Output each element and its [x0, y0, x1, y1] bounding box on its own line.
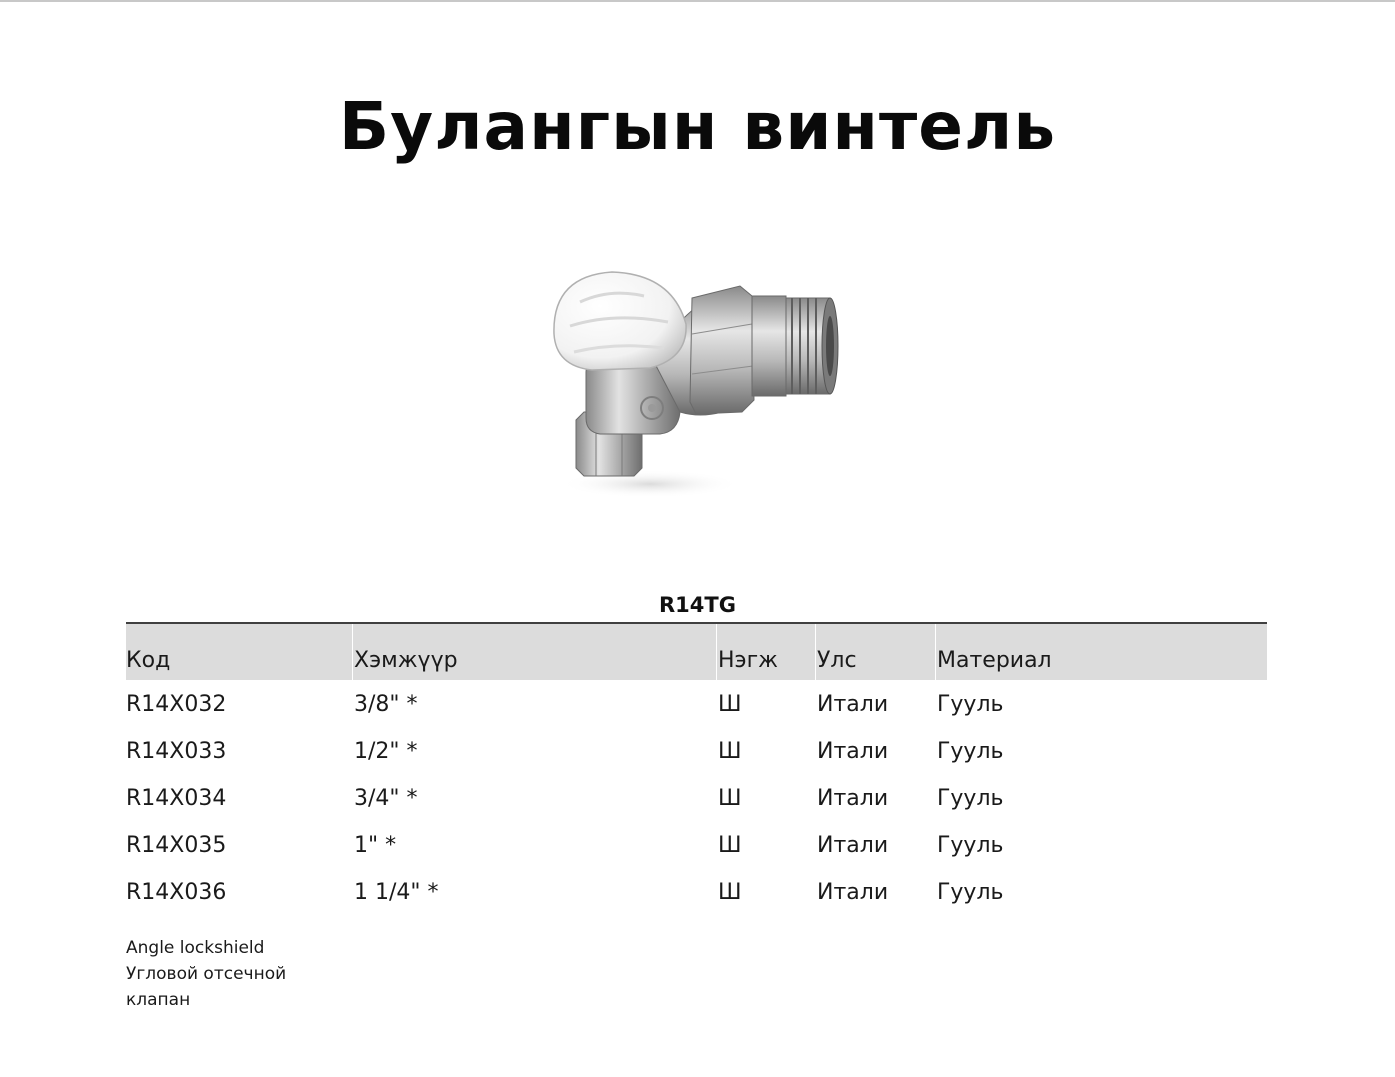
- cell-unit: Ш: [718, 833, 742, 858]
- table-row: [126, 821, 1267, 868]
- cell-size: 3/8" *: [354, 692, 418, 717]
- cell-country: Итали: [817, 739, 889, 764]
- column-divider: [935, 624, 936, 680]
- product-code: R14TG: [659, 593, 736, 617]
- column-divider: [815, 624, 816, 680]
- cell-size: 3/4" *: [354, 786, 418, 811]
- cell-code: R14X034: [126, 786, 227, 811]
- cell-size: 1 1/4" *: [354, 880, 439, 905]
- cell-unit: Ш: [718, 692, 742, 717]
- cell-material: Гууль: [937, 833, 1004, 858]
- cell-material: Гууль: [937, 880, 1004, 905]
- angle-lockshield-valve-icon: [540, 262, 860, 502]
- cell-material: Гууль: [937, 739, 1004, 764]
- header-code: Код: [126, 648, 171, 673]
- column-divider: [352, 624, 353, 680]
- description-line-ru-cont: клапан: [126, 990, 191, 1010]
- cell-country: Итали: [817, 880, 889, 905]
- table-row: [126, 727, 1267, 774]
- header-unit: Нэгж: [718, 648, 778, 673]
- cell-country: Итали: [817, 833, 889, 858]
- top-rule: [0, 0, 1395, 2]
- cell-material: Гууль: [937, 786, 1004, 811]
- cell-country: Итали: [817, 786, 889, 811]
- cell-code: R14X036: [126, 880, 227, 905]
- cell-code: R14X032: [126, 692, 227, 717]
- description-line-ru: Угловой отсечной: [126, 964, 287, 984]
- table-header-row: [126, 624, 1267, 680]
- product-description: [126, 935, 286, 1013]
- table-row: [126, 680, 1267, 727]
- table-row: [126, 868, 1267, 915]
- cell-material: Гууль: [937, 692, 1004, 717]
- table-row: [126, 774, 1267, 821]
- cell-size: 1/2" *: [354, 739, 418, 764]
- header-country: Улс: [817, 648, 857, 673]
- spec-table: [126, 622, 1267, 915]
- cell-unit: Ш: [718, 880, 742, 905]
- cell-unit: Ш: [718, 739, 742, 764]
- cell-code: R14X035: [126, 833, 227, 858]
- description-line-en: Angle lockshield: [126, 938, 265, 958]
- cell-size: 1" *: [354, 833, 397, 858]
- cell-country: Итали: [817, 692, 889, 717]
- column-divider: [716, 624, 717, 680]
- cell-code: R14X033: [126, 739, 227, 764]
- header-material: Материал: [937, 648, 1052, 673]
- cell-unit: Ш: [718, 786, 742, 811]
- header-size: Хэмжүүр: [354, 648, 458, 673]
- page-title: Булангын винтель: [338, 88, 1057, 165]
